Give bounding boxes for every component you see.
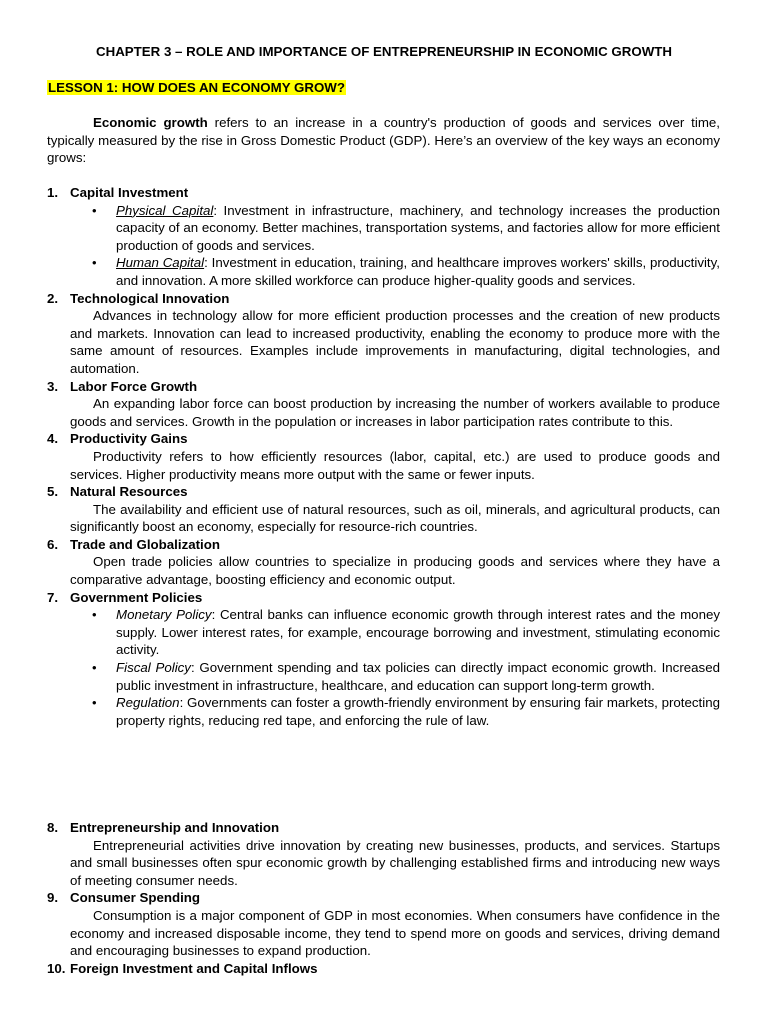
- bullet-item: [70, 202, 720, 255]
- item-description: Consumption is a major component of GDP in most economies. When consumers have confidence in the economy and increased disposable income, they tend to spend more on goods and services, driving demand and encouraging businesses to expand production.: [70, 907, 720, 959]
- item-number: 10.: [47, 960, 66, 976]
- bullet-text: : Investment in infrastructure, machinery, and technology increases the production capacity of an economy. Better machines, transportation systems, and factories allow for more efficient production of goods and services.: [116, 202, 720, 253]
- bullet-icon: •: [92, 660, 97, 676]
- intro-lead: Economic growth: [93, 115, 208, 130]
- list-item-capital-investment: [47, 184, 720, 290]
- bullet-term: Physical Capital: [116, 202, 214, 218]
- item-description: Open trade policies allow countries to specialize in producing goods and services where they have a comparative advantage, boosting efficiency and economic output.: [70, 554, 720, 588]
- item-description: Entrepreneurial activities drive innovation by creating new businesses, products, and services. Startups and small businesses often spur economic growth by challenging established firms and introducing new ways of meeting consumer needs.: [70, 837, 720, 888]
- bullet-term: Fiscal Policy: [116, 660, 191, 676]
- item-number: 6.: [47, 536, 59, 552]
- list-item-foreign-investment: [47, 960, 720, 978]
- chapter-title: CHAPTER 3 – ROLE AND IMPORTANCE OF ENTREPRENEURSHIP IN ECONOMIC GROWTH: [96, 44, 672, 59]
- list-item-productivity-gains: [47, 430, 720, 483]
- bullet-text: : Central banks can influence economic growth through interest rates and the money supply. Lower interest rates, for example, encourage borrowing and investment, stimulating economic activity.: [116, 607, 721, 658]
- list-item-consumer-spending: [47, 889, 720, 959]
- item-heading: Productivity Gains: [70, 431, 188, 447]
- list-item-technological-innovation: [47, 290, 720, 378]
- item-number: 5.: [47, 484, 59, 500]
- bullet-icon: •: [92, 202, 97, 218]
- item-description: An expanding labor force can boost production by increasing the number of workers available to produce goods and services. Growth in the population or increases in labor participation rates contribute to this.: [70, 396, 720, 429]
- bullet-icon: •: [92, 607, 97, 623]
- bullet-term: Monetary Policy: [116, 607, 212, 623]
- list-item-natural-resources: [47, 483, 720, 536]
- item-heading: Natural Resources: [70, 484, 188, 500]
- item-description: Productivity refers to how efficiently resources (labor, capital, etc.) are used to produce goods and services. Higher productivity means more output with the same or fewer inputs.: [70, 448, 720, 482]
- list-item-trade-and-globalization: [47, 536, 720, 589]
- bullet-text: : Government spending and tax policies can directly impact economic growth. Increased public investment in infrastructure, healthcare, and education can support long-term growth.: [116, 660, 720, 693]
- item-heading: Government Policies: [70, 589, 203, 605]
- lesson-title-highlight: LESSON 1: HOW DOES AN ECONOMY GROW?: [48, 80, 345, 95]
- bullet-item: [70, 659, 720, 694]
- growth-factors-list-part-1: [47, 184, 720, 729]
- bullet-term: Regulation: [116, 695, 180, 711]
- bullet-item: [70, 694, 720, 729]
- bullet-item: [70, 606, 720, 659]
- list-item-government-policies: [47, 589, 720, 730]
- item-heading: Labor Force Growth: [70, 378, 198, 394]
- item-number: 4.: [47, 431, 59, 447]
- bullet-item: [70, 254, 720, 289]
- item-number: 8.: [47, 820, 59, 835]
- bullet-list: [70, 202, 720, 290]
- bullet-icon: •: [92, 255, 97, 271]
- bullet-icon: •: [92, 695, 97, 711]
- item-description: Advances in technology allow for more efficient production processes and the creation of new products and markets. Innovation can lead to increased productivity, enabling the economy to produce more with the same amount of resources. Examples include improvements in manufacturing, digital technologies, and automation.: [70, 308, 720, 376]
- intro-text: refers to an increase in a country's production of goods and services over time, typically measured by the rise in Gross Domestic Product (GDP). Here’s an overview of the key ways an economy grows:: [47, 115, 720, 166]
- item-heading: Consumer Spending: [70, 890, 201, 906]
- item-heading: Trade and Globalization: [70, 536, 220, 552]
- item-heading: Technological Innovation: [70, 290, 230, 306]
- list-item-labor-force-growth: [47, 378, 720, 431]
- item-heading: Foreign Investment and Capital Inflows: [70, 960, 318, 976]
- item-number: 9.: [47, 890, 59, 906]
- list-item-entrepreneurship-and-innovation: [47, 819, 720, 889]
- growth-factors-list-part-2: [47, 819, 720, 977]
- lesson-title: [47, 79, 346, 97]
- item-heading: Capital Investment: [70, 185, 189, 200]
- bullet-text: : Investment in education, training, and healthcare improves workers' skills, productivity, and innovation. A more skilled workforce can produce higher-quality goods and services.: [116, 255, 720, 288]
- intro-paragraph: [47, 114, 720, 167]
- item-number: 3.: [47, 378, 59, 394]
- item-number: 1.: [47, 185, 59, 200]
- bullet-text: : Governments can foster a growth-friendly environment by ensuring fair markets, protecting property rights, reducing red tape, and enforcing the rule of law.: [116, 695, 720, 728]
- bullet-list: [70, 606, 720, 729]
- item-description: The availability and efficient use of natural resources, such as oil, minerals, and agricultural products, can significantly boost an economy, especially for resource-rich countries.: [70, 501, 720, 535]
- bullet-term: Human Capital: [116, 255, 205, 271]
- item-number: 2.: [47, 290, 59, 306]
- item-heading: Entrepreneurship and Innovation: [70, 820, 280, 835]
- item-number: 7.: [47, 589, 59, 605]
